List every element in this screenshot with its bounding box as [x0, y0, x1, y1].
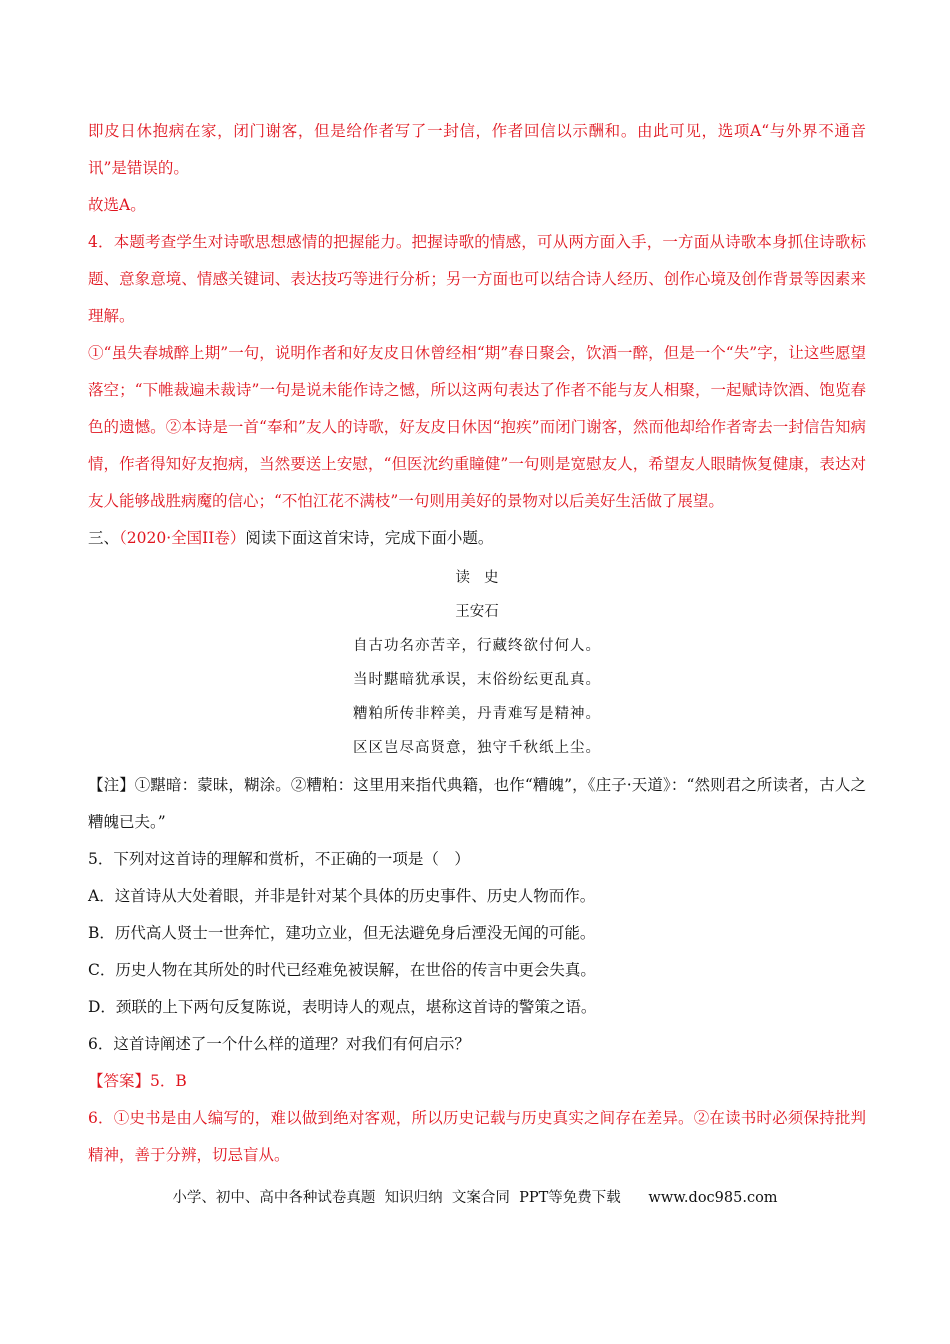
explanation-question-4-detail: ①“虽失春城醉上期”一句，说明作者和好友皮日休曾经相“期”春日聚会，饮酒一醉，但是一个“失”字，让这些愿望落空；“下帷裁遍未裁诗”一句是说未能作诗之憾，所以这两句表达了作者不能与友人相聚，一起赋诗饮酒、饱览春色的遗憾。②本诗是一首“奉和”友人的诗歌，好友皮日休因“抱疾”而闭门谢客，然而他却给作者寄去一封信告知病情，作者得知好友抱病，当然要送上安慰，“但医沈约重瞳健”一句则是宽慰友人，希望友人眼睛恢复健康，表达对友人能够战胜病魔的信心；“不怕江花不满枝”一句则用美好的景物对以后美好生活做了展望。 [88, 344, 866, 510]
poem-note: 【注】①黮暗：蒙昧，糊涂。②糟粕：这里用来指代典籍，也作“糟魄”，《庄子·天道》：“然则君之所读者，古人之糟魄已夫。” [88, 776, 866, 831]
section-3-heading [88, 520, 866, 557]
poem-title: 读史 [455, 570, 513, 586]
question-6-stem: 6．这首诗阐述了一个什么样的道理？对我们有何启示？ [88, 1035, 470, 1053]
answer-question-6: 6．①史书是由人编写的，难以做到绝对客观，所以历史记载与历史真实之间存在差异。②在读书时必须保持批判精神，善于分辨，切忌盲从。 [88, 1109, 866, 1164]
explanation-paragraph-continued: 即皮日休抱病在家，闭门谢客，但是给作者写了一封信，作者回信以示酬和。由此可见，选项A“与外界不通音讯”是错误的。 [88, 122, 866, 177]
poem-author: 王安石 [455, 604, 499, 620]
answer-label: 【答案】5．B [88, 1072, 187, 1090]
page-footer: 小学、初中、高中各种试卷真题 知识归纳 文案合同 PPT等免费下载 www.doc985.com [172, 1190, 778, 1206]
answer-conclusion: 故选A。 [88, 196, 146, 214]
question-5-option-a: A．这首诗从大处着眼，并非是针对某个具体的历史事件、历史人物而作。 [88, 887, 596, 905]
question-5-stem: 5．下列对这首诗的理解和赏析，不正确的一项是（ ） [88, 850, 470, 868]
section-number: 三、 [88, 529, 120, 547]
poem-line: 糟粕所传非粹美，丹青难写是精神。 [353, 706, 601, 722]
poem-line: 当时黮暗犹承误，末俗纷纭更乱真。 [353, 672, 601, 688]
poem-line: 自古功名亦苦辛，行藏终欲付何人。 [353, 638, 601, 654]
explanation-question-4: 4．本题考查学生对诗歌思想感情的把握能力。把握诗歌的情感，可从两方面入手，一方面从诗歌本身抓住诗歌标题、意象意境、情感关键词、表达技巧等进行分析；另一方面也可以结合诗人经历、创作心境及创作背景等因素来理解。 [88, 233, 866, 325]
question-5-option-b: B．历代高人贤士一世奔忙，建功立业，但无法避免身后湮没无闻的可能。 [88, 924, 596, 942]
section-source: （2020·全国II卷） [119, 529, 246, 547]
page-content [88, 113, 866, 1174]
section-instruction: 阅读下面这首宋诗，完成下面小题。 [245, 529, 494, 547]
poem-block [88, 561, 866, 765]
question-5-option-c: C．历史人物在其所处的时代已经难免被误解，在世俗的传言中更会失真。 [88, 961, 596, 979]
poem-line: 区区岂尽高贤意，独守千秋纸上尘。 [353, 740, 601, 756]
question-5-option-d: D．颈联的上下两句反复陈说，表明诗人的观点，堪称这首诗的警策之语。 [88, 998, 597, 1016]
